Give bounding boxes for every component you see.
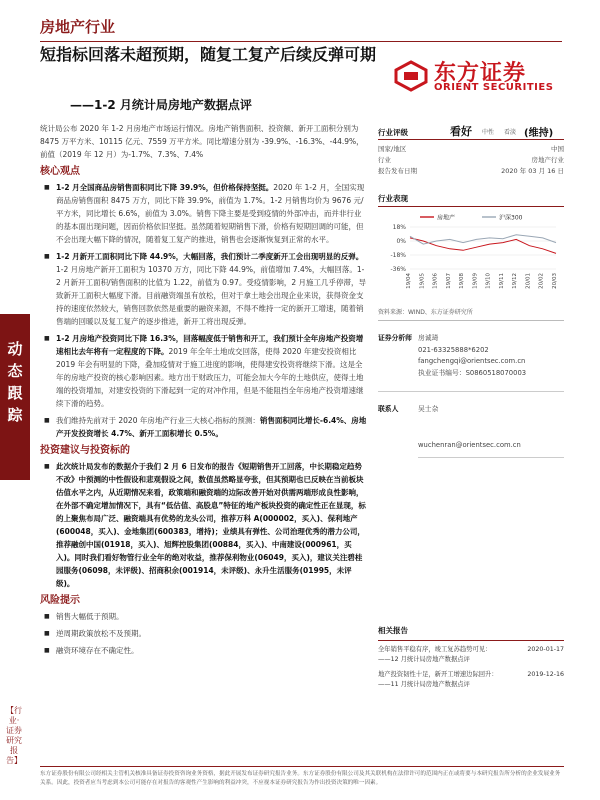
risk-item: ■ 销售大幅低于预期。 [40, 610, 368, 623]
legend-label: 房地产 [437, 214, 456, 222]
chart-source: 资料来源：WIND、东方证券研究所 [378, 307, 564, 321]
series-line [410, 235, 556, 244]
x-tick-label: 19/07 [445, 273, 452, 289]
sector-label: 房地产行业 [40, 18, 116, 36]
contact-name: 吴士杂 [418, 405, 439, 413]
related-title: 相关报告 [378, 626, 564, 641]
core-point-3: ■ 1-2 月房地产投资同比下降 16.3%，回落幅度低于销售和开工，我们预计全年房地产投资增速相比去年将有一定程度的下降。2019 年全年土地成交回落，使得 2020 年建安投资相比 2019 年会有明显的下降，叠加疫情对于施工进度的影响，使得建安投资将继续下滑。这是全年的房地产投资的核心影响因素。地方出于财政压力，可能会加大今年的土地供应，使得土地端的投资增加，对建安投资的下滑起到一定的对冲作用，但是不能阻挡全年房地产投资增速继续下滑的趋势。 [40, 332, 368, 410]
meta-row: 行业 房地产行业 [378, 156, 564, 164]
core-point-4: ■ 我们维持先前对于 2020 年房地产行业三大核心指标的预测：销售面积同比增长-6.4%、房地产开发投资增长 4.7%、新开工面积增长 0.5%。 [40, 414, 368, 440]
rating-neutral: 中性 [482, 129, 495, 136]
rating-label: 行业评级 [378, 128, 408, 137]
analyst-label: 证券分析师 [378, 334, 412, 342]
performance-chart-svg [378, 211, 564, 303]
y-tick-label: -36% [390, 266, 406, 273]
report-title: 短指标回落未超预期，随复工复产后续反弹可期 [40, 45, 377, 64]
rating-row [378, 122, 564, 140]
related-reports [378, 626, 564, 695]
logo-en-text: ORIENT SECURITIES [434, 82, 554, 93]
logo-cn-text: 东方证券 [434, 61, 527, 86]
meta-row: 报告发布日期 2020 年 03 月 16 日 [378, 167, 564, 175]
related-report-item[interactable]: 地产投资韧性十足，新开工增速边际回升： 2019-12-16 ——11 月统计局房地产数据点评 [378, 670, 564, 688]
header-bar [40, 8, 562, 42]
x-tick-label: 19/11 [498, 273, 505, 289]
x-tick-label: 20/02 [538, 273, 545, 289]
company-logo [394, 56, 564, 96]
main-content [40, 122, 368, 661]
x-tick-label: 20/01 [525, 273, 532, 289]
performance-chart [378, 211, 564, 303]
risk-item: ■ 逆周期政策放松不及预期。 [40, 627, 368, 640]
analyst-email[interactable]: fangchengqi@orientsec.com.cn [418, 357, 526, 365]
side-band-text: 动态跟踪 [7, 340, 23, 424]
x-tick-label: 19/04 [406, 273, 412, 289]
y-tick-label: 18% [392, 224, 406, 231]
x-tick-label: 19/09 [472, 273, 479, 289]
contact-block [378, 391, 564, 458]
meta-row: 国家/地区 中国 [378, 145, 564, 153]
analyst-name: 房诚琦 [418, 334, 439, 342]
series-line [410, 238, 556, 254]
rating-negative: 看淡 [504, 129, 517, 136]
x-tick-label: 19/12 [512, 273, 519, 289]
intro-paragraph: 统计局公布 2020 年 1-2 月房地产市场运行情况。房地产销售面积、投资额、新开工面积分别为 8475 万平方米、10115 亿元、7559 万平方米。同比增速分别为 -39.9%、-16.3%、-44.9%，前值（2019 年 12 月）为-1.7%、7.3%、7.4% [40, 124, 364, 159]
related-report-item[interactable]: 全年销售平稳有序，竣工复苏趋势可见： 2020-01-17 ——12 月统计局房地产数据点评 [378, 645, 564, 663]
x-tick-label: 19/06 [432, 273, 439, 289]
y-tick-label: -18% [390, 252, 406, 259]
core-point-1: ■ 1-2 月全国商品房销售面积同比下降 39.9%，但价格保持坚挺。2020 年 1-2 月，全国实现商品房销售面积 8475 万方，同比下降 39.9%，前值为 1.7%。1-2 月销售均价为 9676 元/平方米，同比增长 6.6%，前值为 3.0%。销售下降主要是受到疫情的外部冲击，而并非行业的基本面出现问题，因而价格依旧坚挺。虽然随着短期销售下滑，价格有短期回调的可能，但不会出现大幅下降的情况，随着复工复产的推进，销售也会逐渐恢复到正常的水平。 [40, 181, 368, 246]
legend-label: 沪深300 [499, 214, 523, 222]
contact-label: 联系人 [378, 405, 399, 413]
risk-title: 风险提示 [40, 595, 80, 606]
rating-value: 看好 [450, 125, 472, 138]
core-title: 核心观点 [40, 166, 80, 177]
orient-logo-icon [394, 60, 428, 92]
x-tick-label: 19/10 [485, 273, 492, 289]
meta-block [378, 144, 564, 177]
invest-paragraph: ■ 此次统计局发布的数据介于我们 2 月 6 日发布的报告《短期销售开工回落，中长期稳定趋势不改》中预测的中性假设和悲观假设之间，数值虽然略显夸张，但其预期也已反映在当前板块估值水平之内，从近期情况来看，政策端和融资端的边际改善开始对供需两端形成良性影响，在外部不确定增加情况下，具有“低估值、高股息”特征的地产板块投资的确定性正在显现，标的上聚焦布局广泛、融资端具有优势的龙头公司，推荐万科 A(000002，买入)、保利地产(600048，买入)、金地集团(600383，增持)；业绩具有弹性、公司治理优秀的潜力公司，推荐融创中国(01918，买入)、旭辉控股集团(00884，买入)、中南建设(000961，买入)。同时我们看好物管行业全年的绝对收益，推荐保利物业(06049，买入)，建议关注碧桂园服务(06098，未评级)、招商积余(001914，未评级)、永升生活服务(01995，未评级)。 [40, 460, 368, 590]
report-type-label: 【行业·证券研究报告】 [6, 706, 22, 765]
invest-title: 投资建议与投资标的 [40, 445, 130, 456]
perf-title: 行业表现 [378, 193, 564, 207]
report-subtitle: ——1-2 月统计局房地产数据点评 [70, 98, 252, 112]
x-tick-label: 19/08 [459, 273, 466, 289]
x-tick-label: 19/05 [419, 273, 426, 289]
right-panel [378, 122, 564, 458]
footer-disclaimer: 东方证券股份有限公司经相关主管机关核准具备证券投资咨询业务资格，据此开展发布证券研究报告业务。东方证券股份有限公司及其关联机构在法律许可的范围内正在或将要与本研究报告所分析的企业发展业务关系。因此，投资者应当考虑到本公司可能存在对报告的客观性产生影响的利益冲突，不应视本证券研究报告为作出投资决策的唯一因素。 [40, 766, 564, 788]
rating-keep: (维持) [524, 128, 554, 139]
core-point-2: ■ 1-2 月新开工面积同比下降 44.9%，大幅回落，我们预计二季度新开工会出现明显的反弹。1-2 月房地产新开工面积为 10370 万方，同比下降 44.9%，前值增加 7.4%，大幅回落。1-2 月新开工面积/销售面积的比值为 1.22，前值为 0.97。受疫情影响，2 月施工几乎停滞，导致新开工面积大幅度下滑。目前融资端虽有放松，但对于拿土地会出现企业来说，获得资金支持的速度依然较大，销售回款依然是重要的融资来源，不得不维持一定的新开工增速，随着销售端的回暖以及复工复产的逐步推进，新开工将出现反弹。 [40, 250, 368, 328]
x-tick-label: 20/03 [552, 273, 558, 289]
analyst-cert: 执业证书编号：S0860518070003 [418, 368, 527, 377]
analyst-block [378, 333, 564, 379]
y-tick-label: 0% [396, 238, 406, 245]
analyst-phone: 021-63325888*6202 [418, 345, 489, 354]
risk-item: ■ 融资环境存在不确定性。 [40, 644, 368, 657]
contact-email[interactable]: wuchenran@orientsec.com.cn [418, 440, 564, 459]
